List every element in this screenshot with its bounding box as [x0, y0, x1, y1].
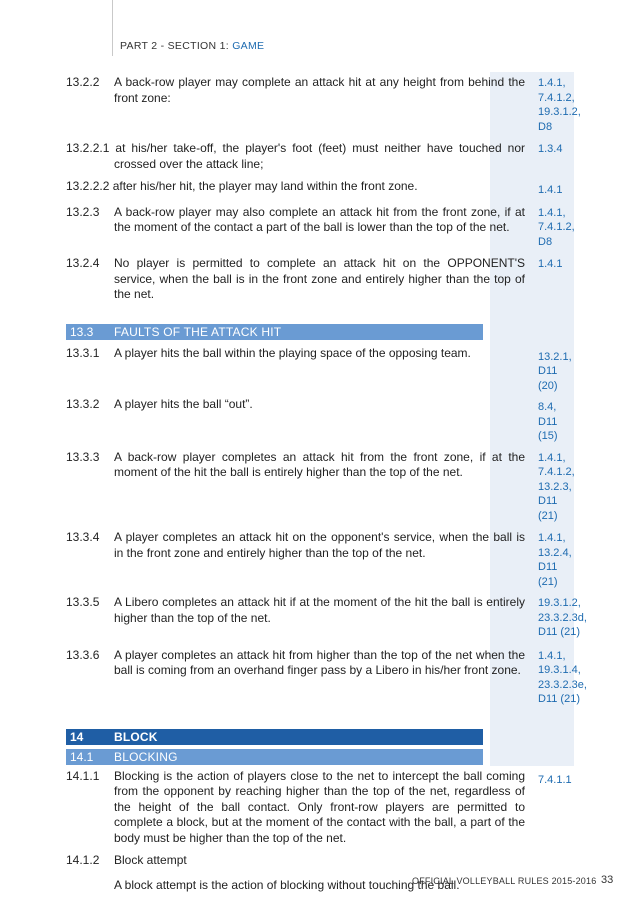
rule-text: A player completes an attack hit on the opponent's service, when the ball is in the front zone and entirely higher than the top of the net. — [114, 530, 525, 560]
rule-number: 13.2.2 — [66, 75, 100, 89]
rule-text: Blocking is the action of players close to the net to intercept the ball coming from the opponent by reaching higher than the top of the net, regardless of the height of the ball contact. Only front-row players are permitted to complete a block, but at the moment of the contact with the ball, a part of the body must be higher than the top of the net. — [114, 768, 525, 845]
rule-row — [66, 595, 587, 640]
rule-body: after his/her hit, the player may land within the front zone. — [112, 179, 418, 193]
rule-number: 14.1.2 — [66, 853, 100, 867]
rule-number: 13.2.4 — [66, 256, 100, 270]
header-game: GAME — [232, 40, 265, 52]
rule-reference: 1.4.1, 7.4.1.2, 19.3.1.2, D8 — [538, 77, 581, 133]
rule-number: 13.3.5 — [66, 595, 100, 609]
section-heading-14 — [66, 729, 574, 745]
rule-number: 13.3.3 — [66, 449, 100, 464]
rule-reference: 1.4.1 — [538, 258, 563, 270]
rule-text: A back-row player may complete an attack hit at any height from behind the front zone: — [114, 75, 525, 105]
rule-text — [66, 179, 531, 195]
rule-reference: 19.3.1.2, 23.3.2.3d, D11 (21) — [538, 597, 587, 638]
rule-text — [66, 141, 531, 172]
rule-row — [66, 450, 574, 524]
rule-row — [66, 397, 574, 444]
section-title: BLOCK — [114, 729, 158, 744]
rule-reference: 1.4.1, 7.4.1.2, 13.2.3, D11 (21) — [538, 451, 575, 522]
rule-number: 13.2.2.1 — [66, 141, 110, 155]
rule-text: A back-row player may also complete an attack hit from the front zone, if at the moment of the contact a part of the ball is lower than the top of the net. — [114, 204, 525, 234]
section-bar — [66, 729, 483, 745]
rule-reference: 1.4.1 — [538, 184, 563, 196]
rule-text: No player is permitted to complete an attack hit on the OPPONENT'S service, when the ball is in the front zone and entirely higher than the top of the net. — [114, 256, 525, 301]
rule-row — [66, 205, 574, 250]
section-bar — [66, 324, 483, 340]
rules-content — [66, 72, 587, 893]
rule-number: 13.3.4 — [66, 530, 100, 544]
rule-reference: 1.4.1, 13.2.4, D11 (21) — [538, 532, 572, 588]
rule-row — [66, 141, 574, 172]
rule-row — [66, 256, 574, 303]
rule-row — [66, 769, 574, 847]
rule-body: at his/her take-off, the player's foot (feet) must neither have touched nor crossed over the attack line; — [114, 141, 526, 171]
rule-row — [66, 647, 587, 707]
rule-text: A back-row player completes an attack hit from the front zone, if at the moment of the hit the ball is entirely higher than the top of the net. — [114, 449, 525, 479]
rule-text: A Libero completes an attack hit if at the moment of the hit the ball is entirely higher than the top of the net. — [114, 595, 525, 625]
rule-row — [66, 530, 574, 589]
rule-reference: 1.4.1, 19.3.1.4, 23.3.2.3e, D11 (21) — [538, 649, 587, 705]
rule-reference: 13.2.1, D11 (20) — [538, 350, 572, 392]
rule-text: A player hits the ball “out”. — [114, 397, 253, 411]
section-number: 14.1 — [70, 749, 94, 764]
running-header — [120, 40, 264, 52]
section-title: FAULTS OF THE ATTACK HIT — [114, 324, 282, 339]
rule-text: A player hits the ball within the playing space of the opposing team. — [114, 345, 471, 360]
footer-title: OFFICIAL VOLLEYBALL RULES 2015-2016 — [412, 876, 597, 886]
margin-rule — [112, 0, 113, 56]
rule-number: 13.3.1 — [66, 345, 100, 360]
section-number: 13.3 — [70, 324, 94, 339]
rule-number: 13.3.6 — [66, 647, 100, 662]
section-heading-13-3 — [66, 324, 574, 340]
rule-text: A block attempt is the action of blocking without touching the ball. — [114, 877, 460, 892]
section-number: 14 — [70, 729, 84, 744]
rule-text: Block attempt — [114, 853, 187, 867]
rule-reference: 8.4, D11 (15) — [538, 401, 558, 442]
rule-number: 13.2.3 — [66, 204, 100, 219]
header-part: PART 2 - SECTION 1: — [120, 40, 233, 52]
rule-reference: 7.4.1.1 — [538, 773, 572, 786]
rule-row — [66, 853, 574, 869]
rule-reference: 1.4.1, 7.4.1.2, D8 — [538, 206, 575, 248]
rule-number: 13.2.2.2 — [66, 179, 110, 193]
section-title: BLOCKING — [114, 749, 178, 764]
rule-number: 13.3.2 — [66, 397, 100, 411]
rule-row — [66, 179, 574, 198]
rule-text: A player completes an attack hit from higher than the top of the net when the ball is coming from an overhand finger pass by a Libero in his/her front zone. — [114, 647, 525, 677]
rule-reference: 1.3.4 — [538, 143, 563, 155]
page-number: 33 — [601, 874, 614, 886]
rule-row — [66, 75, 581, 134]
section-heading-14-1 — [66, 749, 574, 765]
rule-number: 14.1.1 — [66, 768, 100, 783]
rule-row — [66, 346, 574, 394]
rule-reference — [531, 853, 574, 854]
section-bar — [66, 749, 483, 765]
